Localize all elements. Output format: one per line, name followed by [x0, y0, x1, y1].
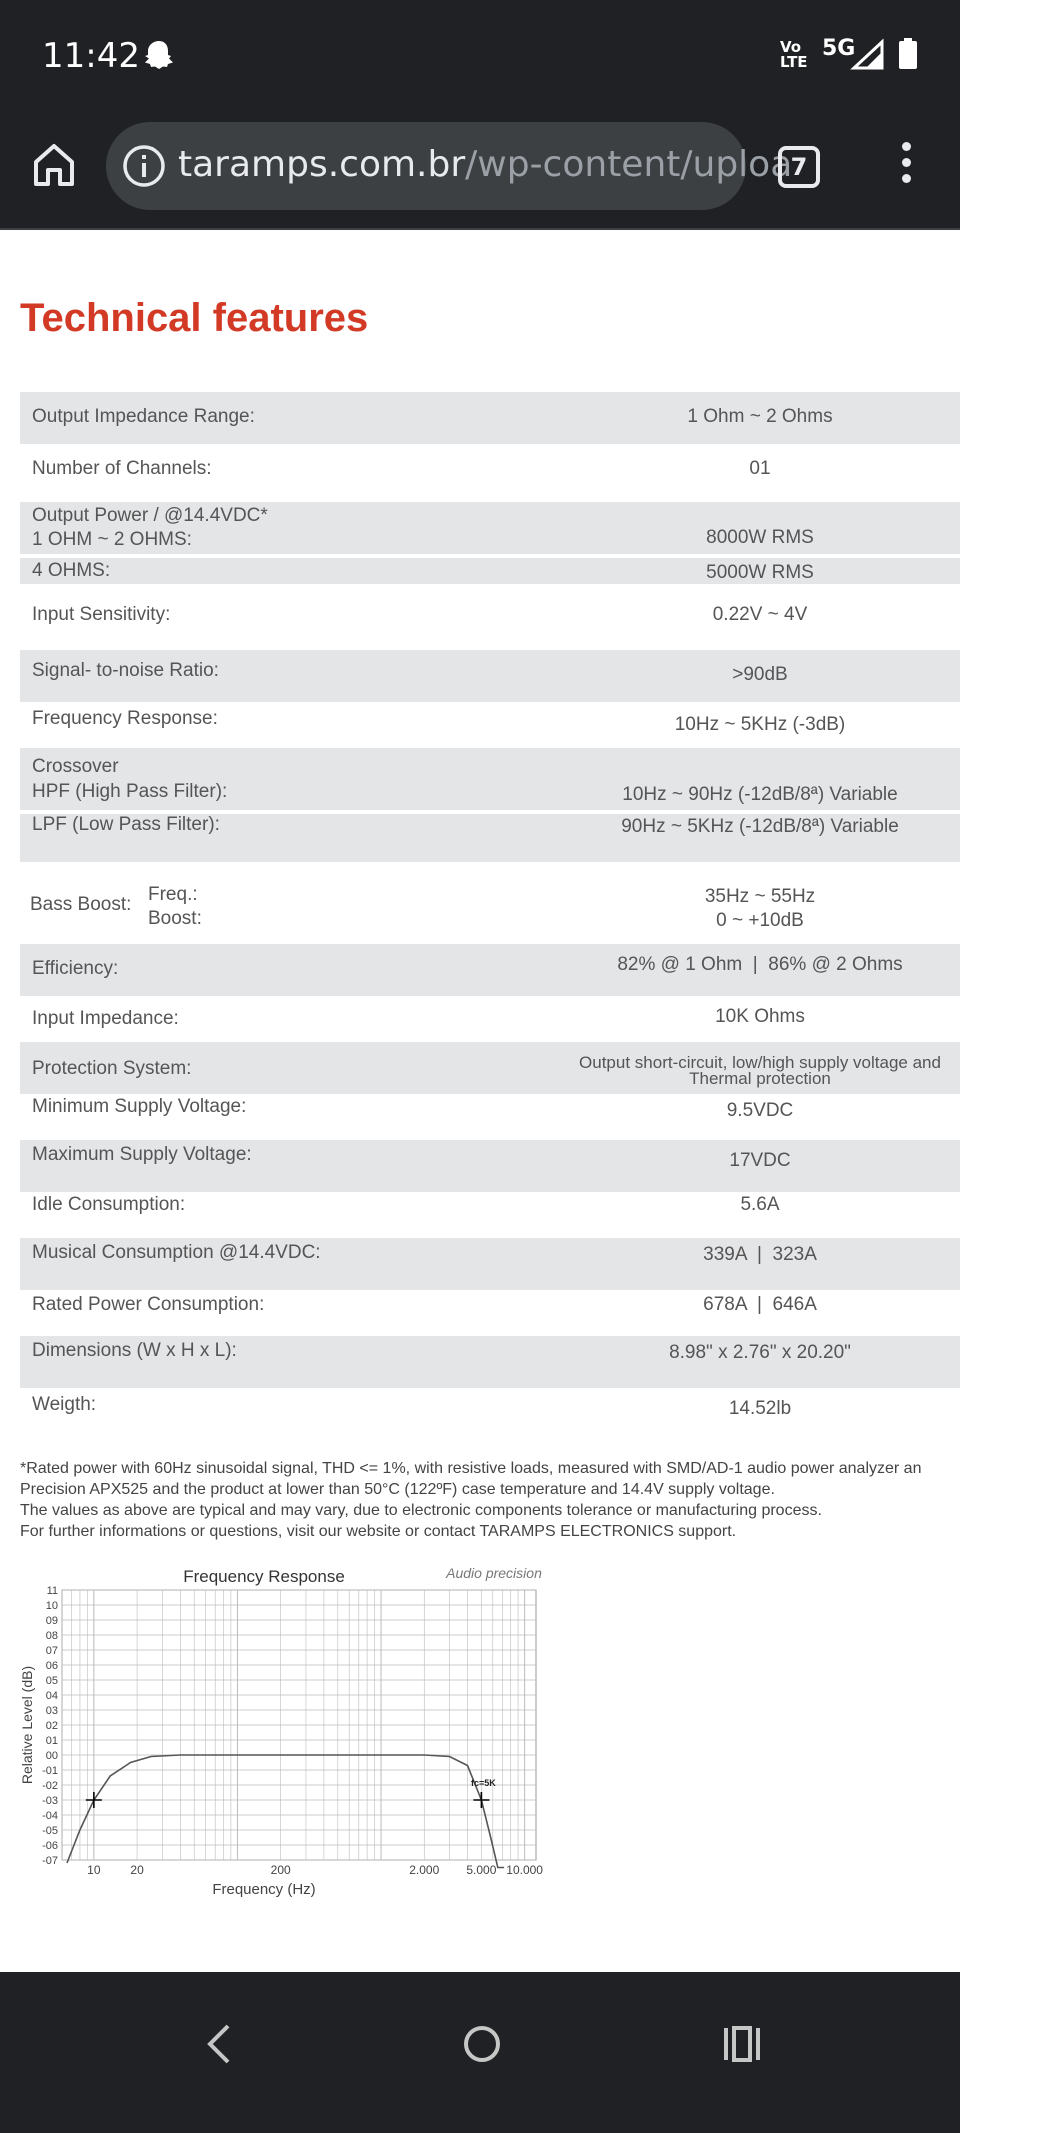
footnote-line: For further informations or questions, visit our website or contact TARAMPS ELECTRONICS support.: [20, 1523, 737, 1540]
url-path: /wp-content/uploa: [465, 144, 793, 185]
spec-value: 8000W RMS: [706, 527, 814, 548]
spec-value: 9.5VDC: [726, 1100, 794, 1121]
home-circle-icon: [460, 2022, 504, 2066]
recents-icon: [720, 2022, 764, 2066]
y-tick-label: 00: [45, 1750, 58, 1762]
footnote-line: The values as above are typical and may vary, due to electronic components tolerance or manufacturing process.: [20, 1502, 822, 1519]
y-tick-label: -07: [42, 1855, 58, 1867]
spec-row: [20, 944, 960, 996]
footnote-line: *Rated power with 60Hz sinusoidal signal, THD <= 1%, with resistive loads, measured with SMD/AD-1 audio power analyzer an: [20, 1460, 922, 1477]
spec-label: Dimensions (W x H x L):: [32, 1340, 237, 1361]
footnote-line: Precision APX525 and the product at lower than 50°C (122ºF) case temperature and 14.4V supply voltage.: [20, 1481, 775, 1498]
signal-icon: [852, 40, 884, 75]
spec-label: 1 OHM ~ 2 OHMS:: [32, 529, 192, 550]
cutoff-annotation: fc=5K: [471, 1778, 496, 1788]
spec-label: Protection System:: [32, 1058, 192, 1079]
y-tick-label: 03: [45, 1705, 58, 1717]
spec-value: Thermal protection: [689, 1069, 831, 1088]
y-tick-label: 02: [45, 1720, 58, 1732]
pdf-page: [0, 232, 960, 1972]
spec-value: 0.22V ~ 4V: [712, 604, 808, 625]
spec-value: 14.52lb: [728, 1398, 792, 1419]
network-type: 5G: [822, 36, 856, 61]
spec-label: Bass Boost:: [30, 894, 132, 915]
wifi-calling-icon: [780, 40, 808, 70]
spec-label: Minimum Supply Voltage:: [32, 1096, 247, 1117]
spec-label: Signal- to-noise Ratio:: [32, 660, 219, 681]
x-axis-label: Frequency (Hz): [212, 1881, 316, 1898]
y-tick-label: 05: [45, 1675, 58, 1687]
spec-row: [20, 392, 960, 444]
spec-value: >90dB: [732, 664, 788, 685]
spec-value: 90Hz ~ 5KHz (-12dB/8ª) Variable: [621, 816, 899, 837]
status-bar: [0, 0, 960, 110]
spec-value: 10Hz ~ 5KHz (-3dB): [674, 714, 846, 735]
x-tick-label: 5.000: [466, 1863, 497, 1877]
snapchat-ghost-icon: [142, 38, 176, 77]
recents-button[interactable]: [720, 2022, 764, 2071]
tab-switcher-button[interactable]: 7: [778, 146, 820, 188]
spec-value: 339A | 323A: [703, 1244, 817, 1265]
spec-label: Frequency Response:: [32, 708, 218, 729]
y-tick-label: -01: [42, 1765, 58, 1777]
spec-value: 0 ~ +10dB: [716, 910, 804, 931]
spec-value: Output short-circuit, low/high supply voltage and: [579, 1053, 941, 1072]
spec-label: Output Impedance Range:: [32, 406, 255, 427]
y-tick-label: 07: [45, 1645, 58, 1657]
chart-title: Frequency Response: [183, 1567, 345, 1586]
y-tick-label: 01: [45, 1735, 58, 1747]
home-icon: [30, 140, 78, 188]
frequency-response-chart: [14, 1552, 544, 1912]
spec-value: 35Hz ~ 55Hz: [704, 886, 816, 907]
y-tick-label: -05: [42, 1825, 58, 1837]
spec-label: Rated Power Consumption:: [32, 1294, 265, 1315]
x-tick-label: 10.000: [506, 1863, 543, 1877]
home-button[interactable]: [30, 140, 78, 188]
spec-row: [20, 1290, 960, 1336]
spec-label: Crossover: [32, 756, 119, 777]
x-tick-label: 2.000: [409, 1863, 440, 1877]
spec-value: 17VDC: [729, 1150, 791, 1171]
spec-label: HPF (High Pass Filter):: [32, 781, 228, 802]
spec-value: 8.98" x 2.76" x 20.20": [669, 1342, 851, 1363]
spec-row: [20, 584, 960, 642]
spec-row: [20, 558, 960, 584]
address-bar[interactable]: [106, 122, 793, 210]
spec-row: [20, 1192, 960, 1238]
browser-toolbar: [0, 110, 960, 230]
spec-label: Number of Channels:: [32, 458, 212, 479]
y-tick-label: 09: [45, 1615, 58, 1627]
spec-label: LPF (Low Pass Filter):: [32, 814, 220, 835]
spec-row: [20, 748, 960, 810]
spec-row: [20, 702, 960, 748]
spec-label: Input Sensitivity:: [32, 604, 171, 625]
volte-bottom: LTE: [780, 53, 808, 71]
audio-precision-logo: Audio precision: [446, 1565, 542, 1581]
spec-label: Input Impedance:: [32, 1008, 179, 1029]
spec-label: Output Power / @14.4VDC*: [32, 505, 268, 526]
y-axis-label: Relative Level (dB): [19, 1665, 35, 1785]
system-nav-bar: [0, 1972, 960, 2133]
spec-value: 5000W RMS: [706, 562, 814, 583]
footnotes: [20, 1458, 960, 1542]
spec-label: 4 OHMS:: [32, 560, 111, 581]
back-button[interactable]: [200, 2022, 240, 2071]
url-text[interactable]: [178, 144, 793, 185]
spec-value: 1 Ohm ~ 2 Ohms: [687, 406, 833, 427]
battery-icon: [898, 38, 918, 75]
volte-top: Vo: [780, 38, 802, 56]
y-tick-label: -04: [42, 1810, 58, 1822]
spec-label: Idle Consumption:: [32, 1194, 186, 1215]
spec-value: 10K Ohms: [715, 1006, 805, 1027]
spec-row: [20, 996, 960, 1042]
spec-row: [20, 444, 960, 496]
spec-row: [20, 1238, 960, 1290]
spec-row: [20, 1336, 960, 1388]
spec-label: Maximum Supply Voltage:: [32, 1144, 252, 1165]
spec-row: [20, 882, 960, 934]
y-tick-label: 10: [45, 1600, 58, 1612]
spec-row: [20, 1042, 960, 1094]
spec-label: Musical Consumption @14.4VDC:: [32, 1242, 321, 1263]
url-domain: taramps.com.br: [178, 144, 466, 185]
y-tick-label: 08: [45, 1630, 58, 1642]
more-options-icon[interactable]: [896, 142, 916, 192]
spec-value: 01: [749, 458, 771, 479]
clock: 11:42: [42, 36, 140, 76]
spec-row: [20, 1388, 960, 1438]
spec-value: 82% @ 1 Ohm | 86% @ 2 Ohms: [617, 954, 903, 975]
y-tick-label: -02: [42, 1780, 58, 1792]
spec-label: Weigth:: [32, 1394, 97, 1415]
y-tick-label: 04: [45, 1690, 58, 1702]
y-tick-label: -06: [42, 1840, 58, 1852]
spec-row: [20, 650, 960, 702]
y-tick-label: 06: [45, 1660, 58, 1672]
spec-row: [20, 1094, 960, 1140]
back-icon: [200, 2022, 240, 2066]
spec-value: 5.6A: [740, 1194, 780, 1215]
x-tick-label: 200: [270, 1863, 291, 1877]
spec-value: 10Hz ~ 90Hz (-12dB/8ª) Variable: [622, 784, 898, 805]
home-nav-button[interactable]: [460, 2022, 504, 2071]
x-tick-label: 20: [130, 1863, 144, 1877]
spec-sublabel: Boost:: [148, 908, 202, 929]
x-tick-label: 10: [87, 1863, 101, 1877]
spec-value: 678A | 646A: [703, 1294, 817, 1315]
y-tick-label: -03: [42, 1795, 58, 1807]
spec-row: [20, 814, 960, 862]
spec-row: [20, 1140, 960, 1192]
spec-label: Efficiency:: [32, 958, 119, 979]
spec-sublabel: Freq.:: [148, 884, 198, 905]
page-title: Technical features: [20, 296, 369, 340]
y-tick-label: 11: [46, 1585, 58, 1597]
spec-row: [20, 502, 960, 554]
info-icon[interactable]: [122, 144, 166, 193]
